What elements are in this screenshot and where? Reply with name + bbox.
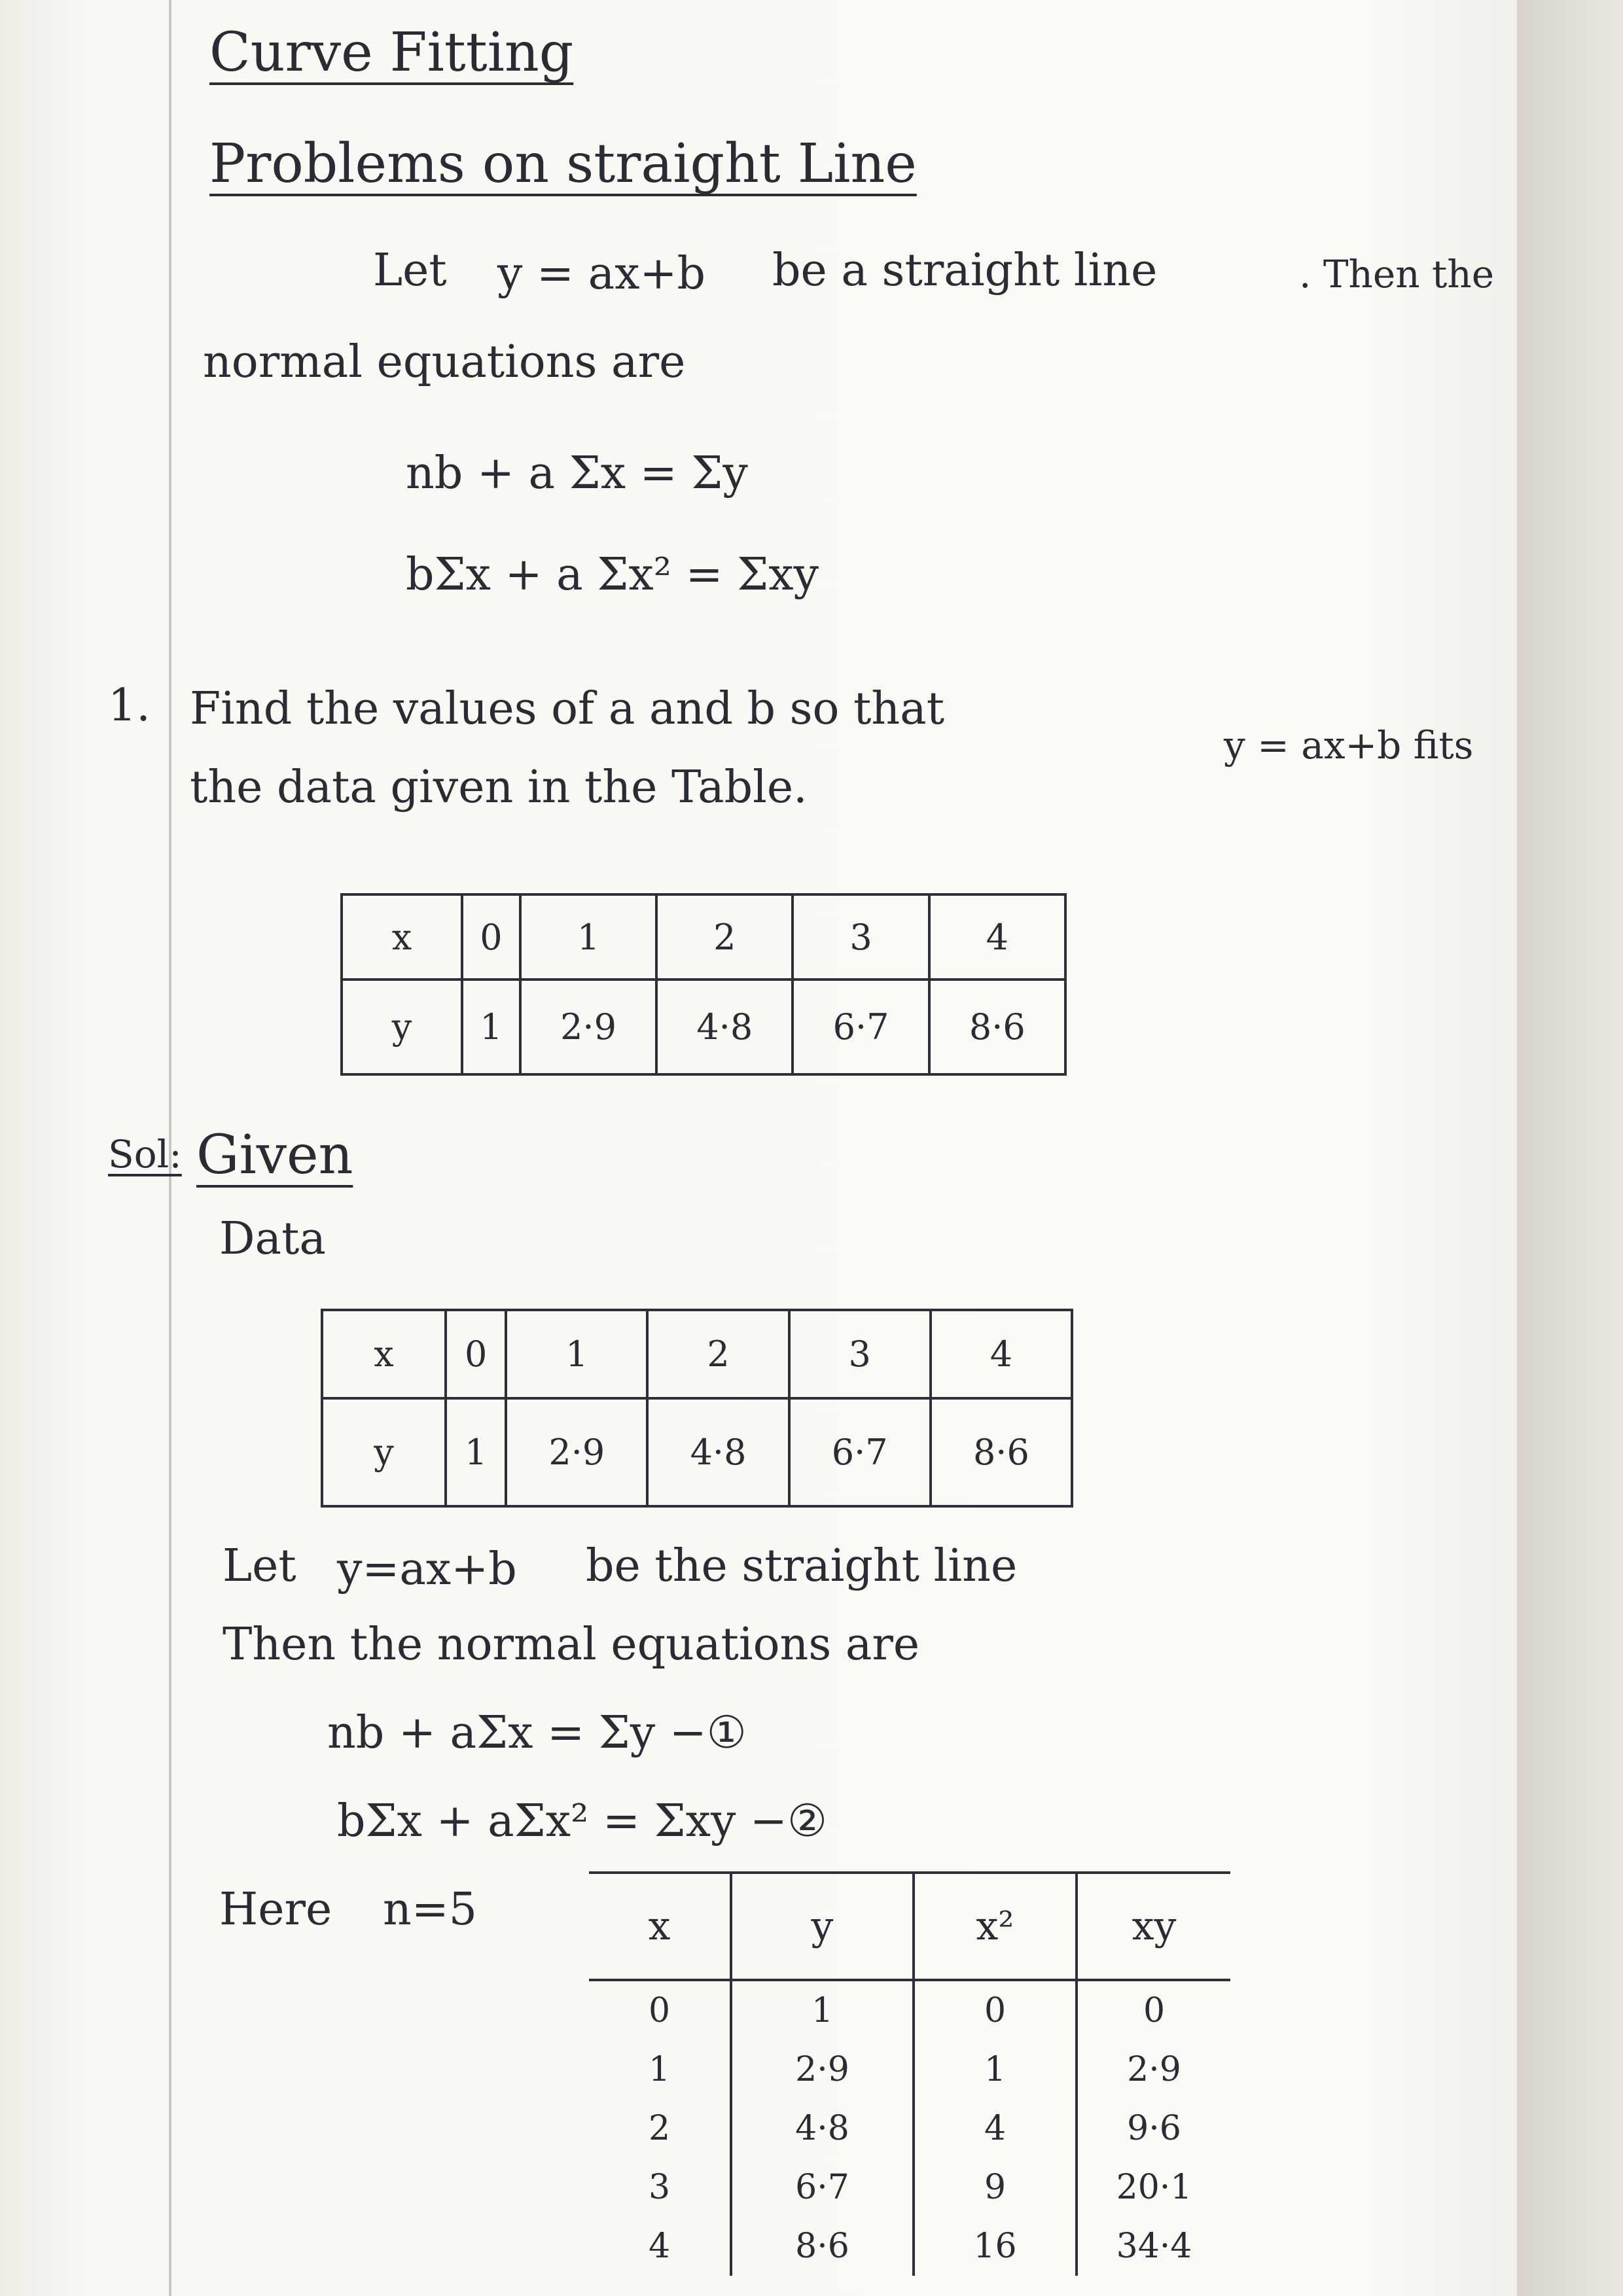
table-cell: 2 bbox=[647, 1310, 789, 1398]
table-row bbox=[322, 1398, 1072, 1506]
table-cell: 6·7 bbox=[793, 980, 929, 1074]
table-cell: 20·1 bbox=[1077, 2158, 1230, 2217]
solution-data: Data bbox=[219, 1213, 326, 1265]
problem-number: 1. bbox=[108, 680, 151, 732]
table-cell: 8·6 bbox=[931, 1398, 1072, 1506]
table-row bbox=[342, 980, 1065, 1074]
here-label: Here bbox=[219, 1884, 332, 1935]
solution-equation: y=ax+b bbox=[337, 1544, 517, 1595]
column-header: x bbox=[589, 1873, 731, 1980]
table-cell: x bbox=[322, 1310, 446, 1398]
solution-given: Given bbox=[196, 1124, 353, 1186]
table-cell: 1 bbox=[506, 1310, 647, 1398]
solution-eq1: nb + aΣx = Σy −① bbox=[327, 1707, 747, 1759]
intro-let: Let bbox=[373, 245, 447, 296]
table-cell: 3 bbox=[648, 2168, 671, 2207]
problem-line1: Find the values of a and b so that bbox=[190, 683, 945, 735]
page-title: Curve Fitting bbox=[209, 22, 574, 84]
page-subtitle: Problems on straight Line bbox=[209, 133, 917, 195]
page-edge bbox=[1517, 0, 1623, 2296]
table-cell: 1 bbox=[914, 2040, 1077, 2099]
table-cell: 34·4 bbox=[1077, 2217, 1230, 2276]
table-cell: 1 bbox=[648, 2050, 671, 2089]
table-row bbox=[322, 1310, 1072, 1398]
table-cell: y bbox=[342, 980, 462, 1074]
solution-eq2: bΣx + aΣx² = Σxy −② bbox=[337, 1795, 827, 1847]
intro-line2: normal equations are bbox=[203, 336, 686, 388]
solution-line1-text: be the straight line bbox=[586, 1540, 1018, 1592]
table-row bbox=[589, 2040, 1230, 2099]
solution-let: Let bbox=[223, 1540, 296, 1592]
table-cell: 1 bbox=[731, 1980, 914, 2040]
table-cell: 0 bbox=[1077, 1980, 1230, 2040]
table-cell: 2 bbox=[656, 894, 793, 980]
table-cell: 6·7 bbox=[731, 2158, 914, 2217]
table-cell: 16 bbox=[914, 2217, 1077, 2276]
column-header: x² bbox=[914, 1873, 1077, 1980]
table-row bbox=[589, 2217, 1230, 2276]
problem-equation: y = ax+b fits bbox=[1224, 723, 1474, 768]
table-cell: 0 bbox=[914, 1980, 1077, 2040]
table-row bbox=[589, 2158, 1230, 2217]
solution-line2: Then the normal equations are bbox=[223, 1619, 920, 1670]
table-cell: x bbox=[342, 894, 462, 980]
solution-label: Sol: bbox=[108, 1132, 182, 1176]
table-row bbox=[589, 1980, 1230, 2040]
table-header-row bbox=[589, 1873, 1230, 1980]
table-cell: 0 bbox=[446, 1310, 506, 1398]
table-cell: 1 bbox=[520, 894, 656, 980]
table-row bbox=[589, 2099, 1230, 2158]
table-cell: y bbox=[322, 1398, 446, 1506]
table-cell: 6·7 bbox=[789, 1398, 931, 1506]
table-row bbox=[342, 894, 1065, 980]
table-cell: 8·6 bbox=[929, 980, 1065, 1074]
intro-text: be a straight line bbox=[772, 245, 1158, 296]
table-cell: 0 bbox=[462, 894, 520, 980]
table-cell: 3 bbox=[793, 894, 929, 980]
table-cell: 9 bbox=[914, 2158, 1077, 2217]
table-cell: 2 bbox=[648, 2109, 671, 2148]
table-cell: 9·6 bbox=[1077, 2099, 1230, 2158]
table-cell: 4 bbox=[929, 894, 1065, 980]
n-value: n=5 bbox=[383, 1884, 478, 1935]
table-cell: 4 bbox=[648, 2227, 671, 2266]
problem-line2: the data given in the Table. bbox=[190, 762, 808, 813]
intro-then: . Then the bbox=[1299, 252, 1495, 296]
column-header: y bbox=[731, 1873, 914, 1980]
table-cell: 2·9 bbox=[520, 980, 656, 1074]
table-cell: 1 bbox=[446, 1398, 506, 1506]
table-cell: 4·8 bbox=[656, 980, 793, 1074]
normal-equation-1: nb + a Σx = Σy bbox=[406, 448, 748, 499]
table-cell: 2·9 bbox=[731, 2040, 914, 2099]
normal-equation-2: bΣx + a Σx² = Σxy bbox=[406, 549, 819, 601]
table-cell: 4 bbox=[914, 2099, 1077, 2158]
table-cell: 4·8 bbox=[731, 2099, 914, 2158]
table-cell: 4 bbox=[931, 1310, 1072, 1398]
table-cell: 1 bbox=[462, 980, 520, 1074]
data-table bbox=[321, 1309, 1073, 1508]
given-table bbox=[340, 893, 1067, 1076]
table-cell: 8·6 bbox=[731, 2217, 914, 2276]
table-cell: 2·9 bbox=[506, 1398, 647, 1506]
calculation-table bbox=[589, 1871, 1230, 2276]
table-cell: 4·8 bbox=[647, 1398, 789, 1506]
table-cell: 0 bbox=[648, 1991, 671, 2030]
intro-equation: y = ax+b bbox=[497, 248, 706, 300]
table-cell: 3 bbox=[789, 1310, 931, 1398]
table-cell: 2·9 bbox=[1077, 2040, 1230, 2099]
column-header: xy bbox=[1077, 1873, 1230, 1980]
